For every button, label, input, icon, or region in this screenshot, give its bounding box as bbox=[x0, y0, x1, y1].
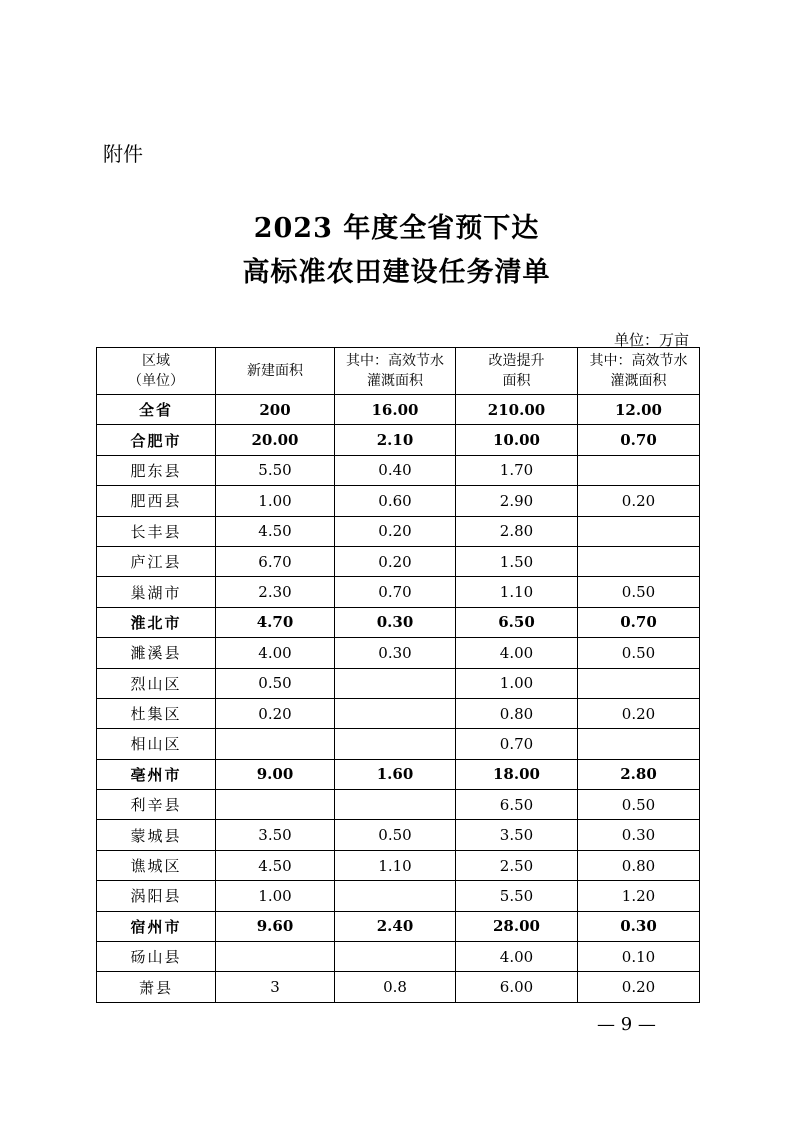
new-area-cell: 3.50 bbox=[216, 820, 335, 850]
new-irrigation-cell bbox=[335, 668, 456, 698]
upgrade-area-cell: 6.50 bbox=[456, 607, 578, 637]
region-cell: 萧县 bbox=[97, 972, 216, 1002]
upgrade-area-cell: 18.00 bbox=[456, 759, 578, 789]
upgrade-irrigation-cell bbox=[578, 729, 700, 759]
new-area-cell: 4.50 bbox=[216, 516, 335, 546]
header-region: 区域 （单位） bbox=[97, 348, 216, 395]
upgrade-irrigation-cell: 0.10 bbox=[578, 942, 700, 972]
new-area-cell: 200 bbox=[216, 395, 335, 425]
new-area-cell: 0.50 bbox=[216, 668, 335, 698]
region-cell: 涡阳县 bbox=[97, 881, 216, 911]
title-line-1: 2023 年度全省预下达 bbox=[253, 213, 540, 244]
table-row bbox=[97, 881, 700, 911]
new-area-cell: 9.00 bbox=[216, 759, 335, 789]
upgrade-area-cell: 28.00 bbox=[456, 911, 578, 941]
table-row bbox=[97, 790, 700, 820]
attachment-label: 附件 bbox=[103, 142, 143, 166]
new-area-cell: 5.50 bbox=[216, 455, 335, 485]
upgrade-irrigation-cell: 0.30 bbox=[578, 911, 700, 941]
new-irrigation-cell: 0.20 bbox=[335, 516, 456, 546]
new-area-cell: 9.60 bbox=[216, 911, 335, 941]
new-area-cell: 6.70 bbox=[216, 546, 335, 576]
new-irrigation-cell bbox=[335, 881, 456, 911]
region-cell: 肥东县 bbox=[97, 455, 216, 485]
table-row bbox=[97, 577, 700, 607]
upgrade-area-cell: 10.00 bbox=[456, 425, 578, 455]
upgrade-irrigation-cell bbox=[578, 516, 700, 546]
region-cell: 淮北市 bbox=[97, 607, 216, 637]
region-cell: 蒙城县 bbox=[97, 820, 216, 850]
new-area-cell: 1.00 bbox=[216, 881, 335, 911]
new-irrigation-cell: 16.00 bbox=[335, 395, 456, 425]
new-area-cell: 20.00 bbox=[216, 425, 335, 455]
new-irrigation-cell bbox=[335, 790, 456, 820]
table-row bbox=[97, 972, 700, 1002]
new-area-cell: 4.70 bbox=[216, 607, 335, 637]
upgrade-area-cell: 3.50 bbox=[456, 820, 578, 850]
upgrade-area-cell: 2.50 bbox=[456, 850, 578, 880]
upgrade-area-cell: 5.50 bbox=[456, 881, 578, 911]
new-irrigation-cell bbox=[335, 698, 456, 728]
new-irrigation-cell: 0.40 bbox=[335, 455, 456, 485]
upgrade-area-cell: 2.90 bbox=[456, 486, 578, 516]
page-number: — 9 — bbox=[597, 1014, 656, 1035]
region-cell: 杜集区 bbox=[97, 698, 216, 728]
region-cell: 宿州市 bbox=[97, 911, 216, 941]
table-row bbox=[97, 698, 700, 728]
region-cell: 濉溪县 bbox=[97, 638, 216, 668]
upgrade-irrigation-cell bbox=[578, 668, 700, 698]
upgrade-area-cell: 1.70 bbox=[456, 455, 578, 485]
upgrade-irrigation-cell: 0.70 bbox=[578, 425, 700, 455]
new-irrigation-cell: 0.20 bbox=[335, 546, 456, 576]
upgrade-area-cell: 4.00 bbox=[456, 942, 578, 972]
table-header-row bbox=[97, 348, 700, 395]
upgrade-area-cell: 1.50 bbox=[456, 546, 578, 576]
upgrade-irrigation-cell: 0.80 bbox=[578, 850, 700, 880]
table-row bbox=[97, 638, 700, 668]
table-row bbox=[97, 759, 700, 789]
header-new-area: 新建面积 bbox=[216, 348, 335, 395]
new-irrigation-cell: 1.10 bbox=[335, 850, 456, 880]
new-irrigation-cell: 0.50 bbox=[335, 820, 456, 850]
table-row bbox=[97, 425, 700, 455]
upgrade-irrigation-cell bbox=[578, 546, 700, 576]
upgrade-area-cell: 210.00 bbox=[456, 395, 578, 425]
title-line-2: 高标准农田建设任务清单 bbox=[242, 257, 551, 288]
region-cell: 亳州市 bbox=[97, 759, 216, 789]
upgrade-area-cell: 2.80 bbox=[456, 516, 578, 546]
upgrade-irrigation-cell: 0.20 bbox=[578, 486, 700, 516]
new-irrigation-cell: 0.70 bbox=[335, 577, 456, 607]
new-irrigation-cell bbox=[335, 942, 456, 972]
header-new-irrigation: 其中：高效节水 灌溉面积 bbox=[335, 348, 456, 395]
upgrade-irrigation-cell: 0.20 bbox=[578, 972, 700, 1002]
region-cell: 合肥市 bbox=[97, 425, 216, 455]
new-irrigation-cell bbox=[335, 729, 456, 759]
table-row bbox=[97, 820, 700, 850]
new-irrigation-cell: 0.60 bbox=[335, 486, 456, 516]
table-row bbox=[97, 911, 700, 941]
region-cell: 谯城区 bbox=[97, 850, 216, 880]
task-table bbox=[96, 347, 700, 1003]
new-area-cell: 3 bbox=[216, 972, 335, 1002]
upgrade-area-cell: 6.50 bbox=[456, 790, 578, 820]
table-row bbox=[97, 395, 700, 425]
new-irrigation-cell: 0.30 bbox=[335, 607, 456, 637]
upgrade-area-cell: 4.00 bbox=[456, 638, 578, 668]
new-area-cell: 4.00 bbox=[216, 638, 335, 668]
upgrade-irrigation-cell: 0.50 bbox=[578, 790, 700, 820]
upgrade-area-cell: 6.00 bbox=[456, 972, 578, 1002]
region-cell: 庐江县 bbox=[97, 546, 216, 576]
upgrade-irrigation-cell: 12.00 bbox=[578, 395, 700, 425]
region-cell: 烈山区 bbox=[97, 668, 216, 698]
new-irrigation-cell: 2.10 bbox=[335, 425, 456, 455]
upgrade-area-cell: 0.80 bbox=[456, 698, 578, 728]
table-row bbox=[97, 729, 700, 759]
header-upgrade-irrigation: 其中：高效节水 灌溉面积 bbox=[578, 348, 700, 395]
region-cell: 巢湖市 bbox=[97, 577, 216, 607]
header-upgrade-area: 改造提升 面积 bbox=[456, 348, 578, 395]
unit-label: 单位：万亩 bbox=[613, 331, 689, 349]
upgrade-area-cell: 1.10 bbox=[456, 577, 578, 607]
new-irrigation-cell: 1.60 bbox=[335, 759, 456, 789]
table-row bbox=[97, 850, 700, 880]
upgrade-irrigation-cell bbox=[578, 455, 700, 485]
upgrade-irrigation-cell: 1.20 bbox=[578, 881, 700, 911]
region-cell: 全省 bbox=[97, 395, 216, 425]
upgrade-irrigation-cell: 0.50 bbox=[578, 638, 700, 668]
table-row bbox=[97, 516, 700, 546]
table-row bbox=[97, 942, 700, 972]
region-cell: 利辛县 bbox=[97, 790, 216, 820]
table-row bbox=[97, 546, 700, 576]
upgrade-area-cell: 0.70 bbox=[456, 729, 578, 759]
new-area-cell: 4.50 bbox=[216, 850, 335, 880]
new-irrigation-cell: 2.40 bbox=[335, 911, 456, 941]
upgrade-irrigation-cell: 0.30 bbox=[578, 820, 700, 850]
new-area-cell: 0.20 bbox=[216, 698, 335, 728]
region-cell: 肥西县 bbox=[97, 486, 216, 516]
new-area-cell bbox=[216, 790, 335, 820]
new-area-cell bbox=[216, 942, 335, 972]
table-row bbox=[97, 607, 700, 637]
region-cell: 砀山县 bbox=[97, 942, 216, 972]
new-irrigation-cell: 0.30 bbox=[335, 638, 456, 668]
new-area-cell bbox=[216, 729, 335, 759]
upgrade-irrigation-cell: 0.70 bbox=[578, 607, 700, 637]
upgrade-area-cell: 1.00 bbox=[456, 668, 578, 698]
region-cell: 相山区 bbox=[97, 729, 216, 759]
table-row bbox=[97, 486, 700, 516]
new-area-cell: 2.30 bbox=[216, 577, 335, 607]
table-row bbox=[97, 455, 700, 485]
upgrade-irrigation-cell: 0.50 bbox=[578, 577, 700, 607]
new-area-cell: 1.00 bbox=[216, 486, 335, 516]
upgrade-irrigation-cell: 0.20 bbox=[578, 698, 700, 728]
region-cell: 长丰县 bbox=[97, 516, 216, 546]
table-row bbox=[97, 668, 700, 698]
new-irrigation-cell: 0.8 bbox=[335, 972, 456, 1002]
upgrade-irrigation-cell: 2.80 bbox=[578, 759, 700, 789]
